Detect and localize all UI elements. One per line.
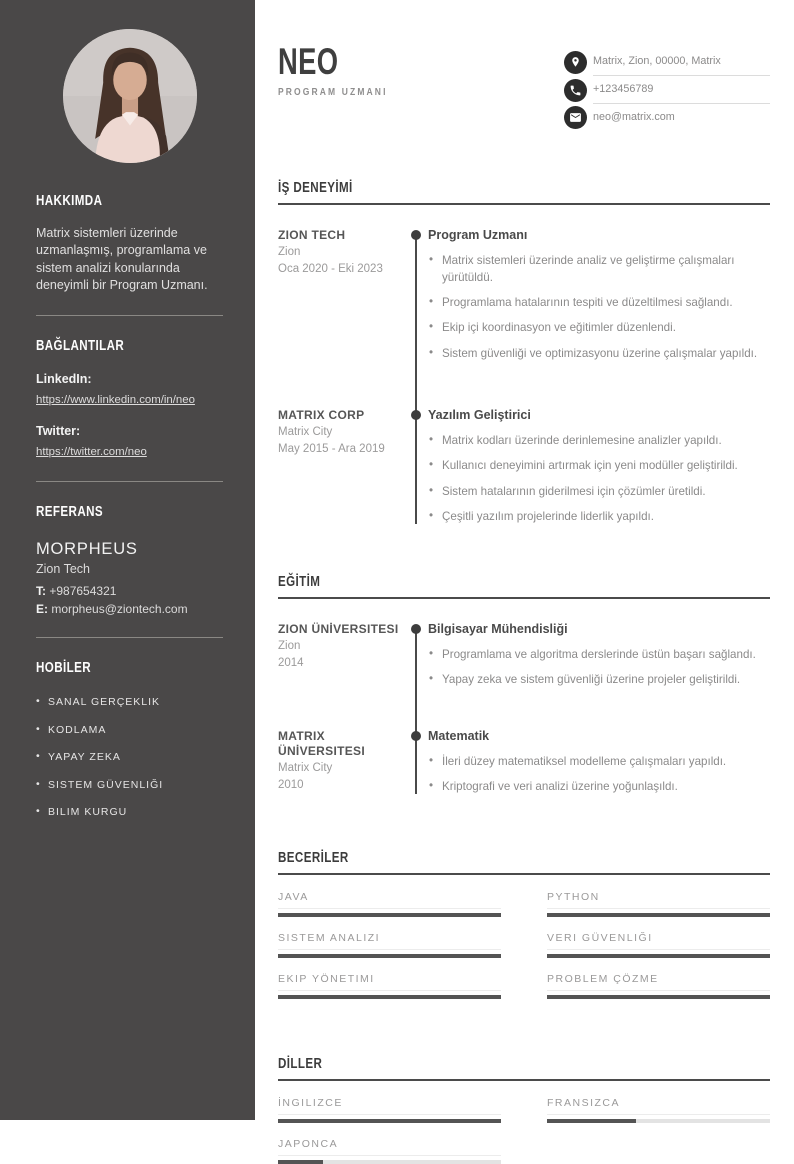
hobby-list bbox=[36, 696, 223, 818]
sidebar bbox=[0, 0, 255, 1120]
language-ingilizce: İNGILIZCE bbox=[278, 1097, 501, 1123]
bullet-item: • Kullanıcı deneyimini artırmak için yeni modüller geliştirildi. bbox=[428, 458, 770, 475]
job-title: Yazılım Geliştirici bbox=[428, 407, 531, 422]
timeline-dot bbox=[411, 230, 421, 240]
phone-icon bbox=[564, 79, 587, 102]
bullet-item: • Matrix kodları üzerinde derinlemesine analizler yapıldı. bbox=[428, 433, 770, 450]
bullet-item: • Yapay zeka ve sistem güvenliği üzerine projeler geliştirildi. bbox=[428, 672, 770, 689]
experience-section bbox=[278, 180, 770, 534]
skill-bar-fill bbox=[547, 954, 770, 958]
skill-bar-fill bbox=[278, 913, 501, 917]
contact-email: neo@matrix.com bbox=[593, 111, 675, 123]
education-dates: 2014 bbox=[278, 657, 304, 670]
contact-address: Matrix, Zion, 00000, Matrix bbox=[593, 48, 770, 76]
section-rule bbox=[278, 873, 770, 875]
job-bullets bbox=[428, 253, 770, 362]
contact-phone: +123456789 bbox=[593, 76, 770, 104]
company-name: MATRIX CORP bbox=[278, 407, 365, 422]
bullet-item: • Sistem hatalarının giderilmesi için çözümler üretildi. bbox=[428, 484, 770, 501]
contact-row-address bbox=[564, 48, 770, 76]
about-heading: HAKKIMDA bbox=[36, 193, 103, 209]
resume-main bbox=[255, 0, 794, 1151]
contact-row-email bbox=[564, 104, 770, 131]
reference-company: Zion Tech bbox=[36, 562, 90, 576]
bullet-item: • Programlama ve algoritma derslerinde üstün başarı sağlandı. bbox=[428, 647, 770, 664]
sidebar-divider bbox=[36, 637, 223, 638]
company-name: ZION TECH bbox=[278, 228, 346, 242]
education-entry bbox=[278, 622, 770, 698]
sidebar-divider bbox=[36, 481, 223, 482]
links-heading: BAĞLANTILAR bbox=[36, 338, 125, 354]
profile-photo-illustration bbox=[63, 29, 197, 163]
school-name: MATRIX ÜNİVERSITESI bbox=[278, 728, 365, 758]
timeline-dot bbox=[411, 410, 421, 420]
reference-name: MORPHEUS bbox=[36, 540, 138, 558]
experience-entry bbox=[278, 408, 770, 534]
bullet-item: • Kriptografi ve veri analizi üzerine yoğunlaşıldı. bbox=[428, 779, 770, 796]
skill-problem-cozme: PROBLEM ÇÖZME bbox=[547, 973, 770, 999]
bullet-item: • Programlama hatalarının tespiti ve düzeltilmesi sağlandı. bbox=[428, 295, 770, 312]
skill-bar-track bbox=[278, 995, 501, 999]
language-bar-fill bbox=[278, 1160, 323, 1164]
contact-row-phone bbox=[564, 76, 770, 104]
education-section bbox=[278, 574, 770, 804]
experience-heading: İŞ DENEYİMİ bbox=[278, 180, 353, 196]
job-title: Program Uzmanı bbox=[428, 228, 528, 242]
language-bar-track bbox=[278, 1160, 501, 1164]
bullet-item: • İleri düzey matematiksel modelleme çalışmaları yapıldı. bbox=[428, 754, 770, 771]
school-name: ZION ÜNİVERSITESI bbox=[278, 622, 399, 637]
reference-heading: REFERANS bbox=[36, 504, 104, 520]
reference-email: E: morpheus@ziontech.com bbox=[36, 602, 188, 616]
hobby-item: • BILIM KURGU bbox=[36, 806, 223, 818]
section-rule bbox=[278, 203, 770, 205]
experience-entry bbox=[278, 228, 770, 371]
skill-bar-track bbox=[278, 913, 501, 917]
education-bullets bbox=[428, 647, 770, 689]
skill-sistem-analizi: SISTEM ANALIZI bbox=[278, 932, 501, 958]
linkedin-label: LinkedIn: bbox=[36, 372, 92, 386]
education-heading: EĞİTİM bbox=[278, 574, 321, 591]
education-dates: 2010 bbox=[278, 778, 304, 791]
school-location: Zion bbox=[278, 640, 301, 653]
employment-dates: Oca 2020 - Eki 2023 bbox=[278, 262, 383, 275]
bullet-item: • Ekip içi koordinasyon ve eğitimler düzenlendi. bbox=[428, 320, 770, 337]
section-rule bbox=[278, 1079, 770, 1081]
header bbox=[278, 41, 770, 131]
email-icon bbox=[564, 106, 587, 129]
school-location: Matrix City bbox=[278, 761, 333, 774]
person-title: PROGRAM UZMANI bbox=[278, 87, 388, 99]
hobby-item: • KODLAMA bbox=[36, 724, 223, 736]
profile-photo bbox=[63, 29, 197, 163]
bullet-item: • Matrix sistemleri üzerinde analiz ve geliştirme çalışmaları yürütüldü. bbox=[428, 253, 770, 287]
skill-bar-track bbox=[547, 954, 770, 958]
job-bullets bbox=[428, 433, 770, 526]
sidebar-divider bbox=[36, 315, 223, 316]
employment-dates: May 2015 - Ara 2019 bbox=[278, 442, 385, 455]
language-fransizca: FRANSIZCA bbox=[547, 1097, 770, 1123]
degree-title: Matematik bbox=[428, 728, 490, 743]
skill-veri-guvenligi: VERI GÜVENLIĞI bbox=[547, 932, 770, 958]
person-name: NEO bbox=[278, 41, 339, 82]
company-location: Zion bbox=[278, 246, 301, 258]
location-pin-icon bbox=[564, 51, 587, 74]
timeline-dot bbox=[411, 731, 421, 741]
bullet-item: • Sistem güvenliği ve optimizasyonu üzerine çalışmalar yapıldı. bbox=[428, 346, 770, 363]
skill-python: PYTHON bbox=[547, 891, 770, 917]
skill-bar-track bbox=[547, 913, 770, 917]
skill-bar-fill bbox=[547, 995, 770, 999]
twitter-label: Twitter: bbox=[36, 424, 81, 438]
skill-java: JAVA bbox=[278, 891, 501, 917]
contact-block bbox=[564, 48, 770, 131]
bullet-item: • Çeşitli yazılım projelerinde liderlik yapıldı. bbox=[428, 509, 770, 526]
hobby-item: • SISTEM GÜVENLIĞI bbox=[36, 779, 223, 791]
skill-bar-fill bbox=[278, 995, 501, 999]
hobby-item: • YAPAY ZEKA bbox=[36, 751, 223, 763]
hobby-item: • SANAL GERÇEKLIK bbox=[36, 696, 223, 708]
skill-bar-fill bbox=[278, 954, 501, 958]
skills-section bbox=[278, 850, 770, 999]
about-text: Matrix sistemleri üzerinde uzmanlaşmış, programlama ve sistem analizi konularında deneyimli bir Program Uzmanı. bbox=[36, 226, 208, 292]
skill-bar-track bbox=[278, 954, 501, 958]
degree-title: Bilgisayar Mühendisliği bbox=[428, 622, 568, 637]
education-entry bbox=[278, 729, 770, 805]
skill-bar-track bbox=[547, 995, 770, 999]
skill-ekip-yonetimi: EKIP YÖNETIMI bbox=[278, 973, 501, 999]
section-rule bbox=[278, 597, 770, 599]
skill-bar-fill bbox=[547, 913, 770, 917]
languages-heading: DİLLER bbox=[278, 1056, 323, 1073]
reference-phone: T: +987654321 bbox=[36, 584, 117, 598]
twitter-link[interactable]: https://twitter.com/neo bbox=[36, 446, 147, 458]
company-location: Matrix City bbox=[278, 425, 333, 438]
linkedin-link[interactable]: https://www.linkedin.com/in/neo bbox=[36, 394, 195, 406]
hobbies-heading: HOBİLER bbox=[36, 660, 91, 676]
skills-heading: BECERİLER bbox=[278, 850, 349, 867]
education-bullets bbox=[428, 754, 770, 796]
languages-section bbox=[278, 1056, 770, 1164]
language-japonca: JAPONCA bbox=[278, 1138, 501, 1164]
name-block bbox=[278, 41, 407, 99]
